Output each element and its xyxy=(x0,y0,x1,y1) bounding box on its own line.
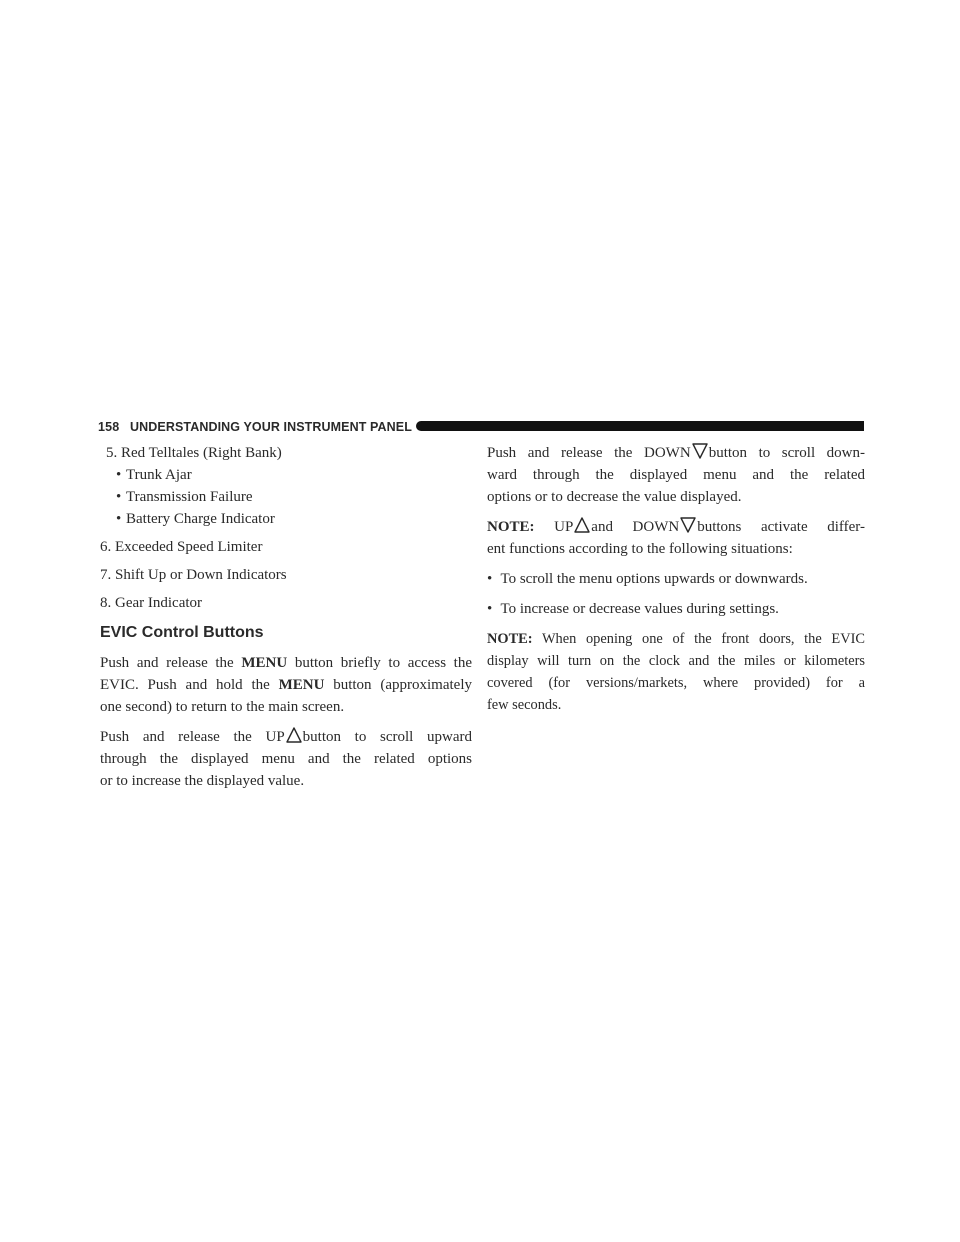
note-buttons: NOTE: UP and DOWN buttons activate differ- ent functions according to the following situations: xyxy=(487,519,865,557)
list-item-6: 6. Exceeded Speed Limiter xyxy=(100,539,263,555)
paragraph-menu: Push and release the MENU button briefly to access the EVIC. Push and hold the MENU button (approximately one second) to return to the main screen. xyxy=(100,655,472,715)
triangle-down-icon xyxy=(680,517,696,533)
section-title: UNDERSTANDING YOUR INSTRUMENT PANEL xyxy=(130,420,412,434)
paragraph-down: Push and release the DOWN button to scroll down- ward through the displayed menu and the related options or to decrease the value displayed. xyxy=(487,445,866,505)
paragraph-up: Push and release the UP button to scroll upward through the displayed menu and the related options or to increase the displayed value. xyxy=(100,729,472,789)
page-number: 158 xyxy=(98,420,120,434)
bullet-item: • Trunk Ajar xyxy=(116,467,192,483)
bullet-item: • Transmission Failure xyxy=(116,489,253,505)
list-item-7: 7. Shift Up or Down Indicators xyxy=(100,567,287,583)
note-doors: NOTE: When opening one of the front doors, the EVIC display will turn on the clock and the miles or kilometers covered (for versions/markets, where provided) for a few seconds. xyxy=(487,631,865,713)
triangle-down-icon xyxy=(692,443,708,459)
triangle-up-icon xyxy=(574,517,590,533)
section-heading: EVIC Control Buttons xyxy=(100,624,264,641)
list-item-5: 5. Red Telltales (Right Bank) xyxy=(106,445,282,461)
header-bar xyxy=(416,421,864,431)
list-item-8: 8. Gear Indicator xyxy=(100,595,203,611)
triangle-up-icon xyxy=(286,727,302,743)
right-column xyxy=(487,442,865,716)
bullet-item: • Battery Charge Indicator xyxy=(116,511,275,527)
bullet-item: • To increase or decrease values during settings. xyxy=(487,601,779,617)
left-column xyxy=(100,442,472,792)
bullet-item: • To scroll the menu options upwards or downwards. xyxy=(487,571,808,587)
page-header xyxy=(98,418,864,436)
